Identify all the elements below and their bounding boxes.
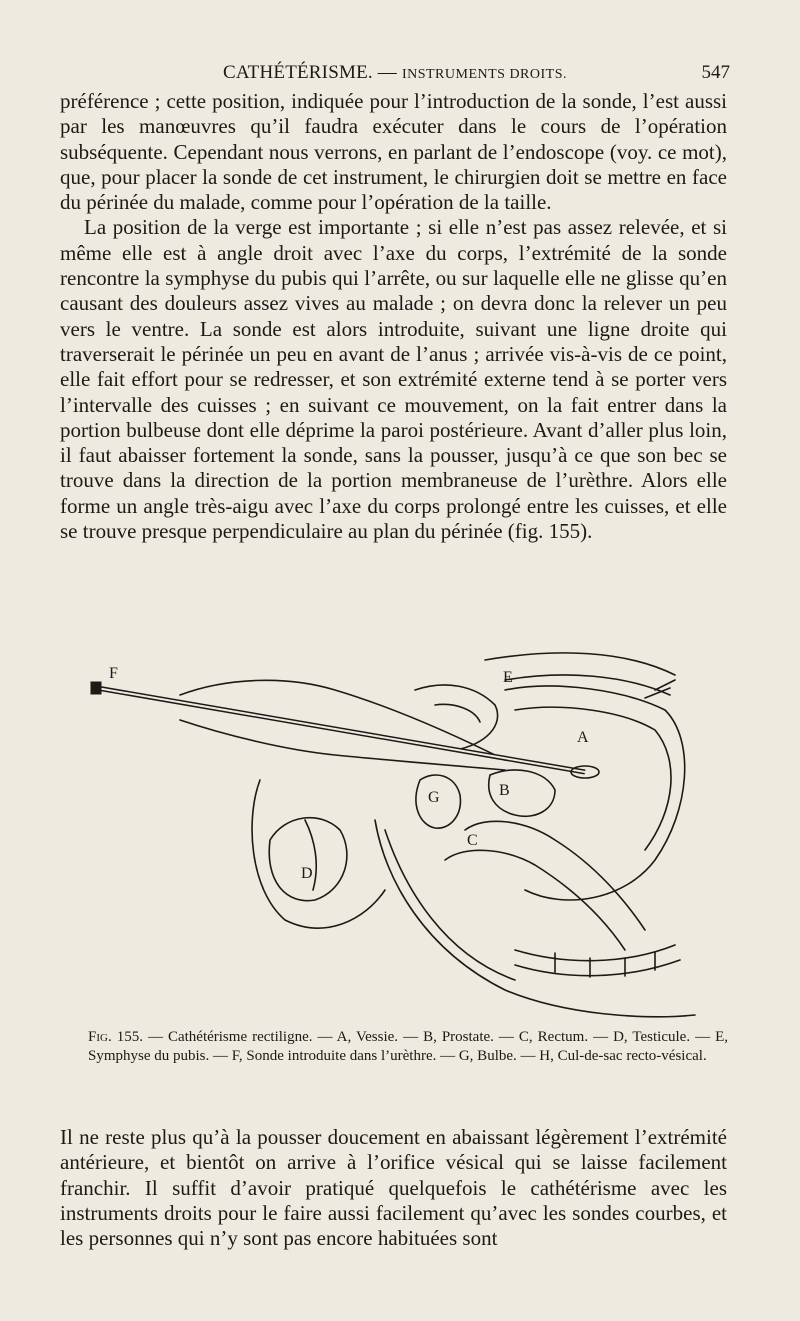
rectum [465, 821, 645, 930]
header-subtitle: INSTRUMENTS DROITS. [401, 67, 568, 82]
paragraph-3: Il ne reste plus qu’à la pousser doucement en abaissant légèrement l’extrémité antérieure, et bientôt on arrive à l’orifice vésical qui se laisse facilement franchir. Il suffit d’avoir pratiqué quelquefois le cathétérisme avec les instruments droits pour le faire aussi facilement qu’avec les sondes courbes, et les personnes qui n’y sont pas encore habituées sont [60, 1125, 727, 1251]
abdominal-wall [485, 653, 675, 675]
label-C: C [467, 832, 478, 849]
running-title [60, 62, 730, 84]
label-E: E [503, 669, 513, 686]
label-B: B [499, 782, 510, 799]
scrotum [252, 780, 385, 928]
sonde-instrument [91, 682, 599, 778]
perineum-curve [375, 820, 695, 1017]
coccyx [515, 945, 675, 961]
penis-lower-contour [180, 720, 505, 770]
figure-drawing [85, 620, 715, 1020]
page-number: 547 [701, 62, 730, 83]
running-header [60, 62, 730, 88]
figure-caption [88, 1028, 728, 1065]
label-D: D [301, 865, 313, 882]
anatomical-figure [85, 620, 715, 1020]
label-F: F [109, 665, 118, 682]
caption-text: — Cathétérisme rectiligne. — A, Vessie. — B, Prostate. — C, Rectum. — D, Testicule. — E, Symphyse du pubis. — F, Sonde introduite dans l’urèthre. — G, Bulbe. — H, Cul-de-sac recto-vésical. [88, 1029, 728, 1064]
body-text-bottom [60, 1125, 727, 1251]
figure-number: Fig. 155. [88, 1029, 143, 1045]
bladder-outline [505, 686, 685, 900]
body-text-top [60, 89, 727, 544]
paragraph-1: préférence ; cette position, indiquée pour l’introduction de la sonde, l’est aussi par les manœuvres qu’il faudra exécuter dans le cours de l’opération subséquente. Cependant nous verrons, en parlant de l’endoscope (voy. ce mot), que, pour placer la sonde de cet instrument, le chirurgien doit se mettre en face du périnée du malade, comme pour l’opération de la taille. [60, 89, 727, 215]
label-G: G [428, 789, 440, 806]
header-title: CATHÉTÉRISME. [222, 62, 373, 83]
label-A: A [577, 729, 589, 746]
testicle [269, 818, 347, 901]
pubic-symphysis [415, 685, 498, 750]
header-dash: — [377, 62, 397, 83]
paragraph-2: La position de la verge est importante ; si elle n’est pas assez relevée, et si même elle est à angle droit avec l’axe du corps, l’extrémité de la sonde rencontre la symphyse du pubis qui l’arrête, ou sur laquelle elle ne glisse qu’en causant des douleurs assez vives au malade ; on devra donc la relever un peu vers le ventre. La sonde est alors introduite, suivant une ligne droite qui traverserait le périnée un peu en avant de l’anus ; arrivée vis-à-vis de ce point, elle fait effort pour se redresser, et son extrémité externe tend à se porter vers l’intervalle des cuisses ; en suivant ce mouvement, on la fait entrer dans la portion bulbeuse dont elle déprime la paroi postérieure. Avant d’aller plus loin, il faut abaisser fortement la sonde, sans la pousser, jusqu’à ce que son bec se trouve dans la direction de la portion membraneuse de l’urèthre. Alors elle forme un angle très-aigu avec l’axe du corps prolongé entre les cuisses, et elle se trouve presque perpendiculaire au plan du périnée (fig. 155). [60, 215, 727, 544]
